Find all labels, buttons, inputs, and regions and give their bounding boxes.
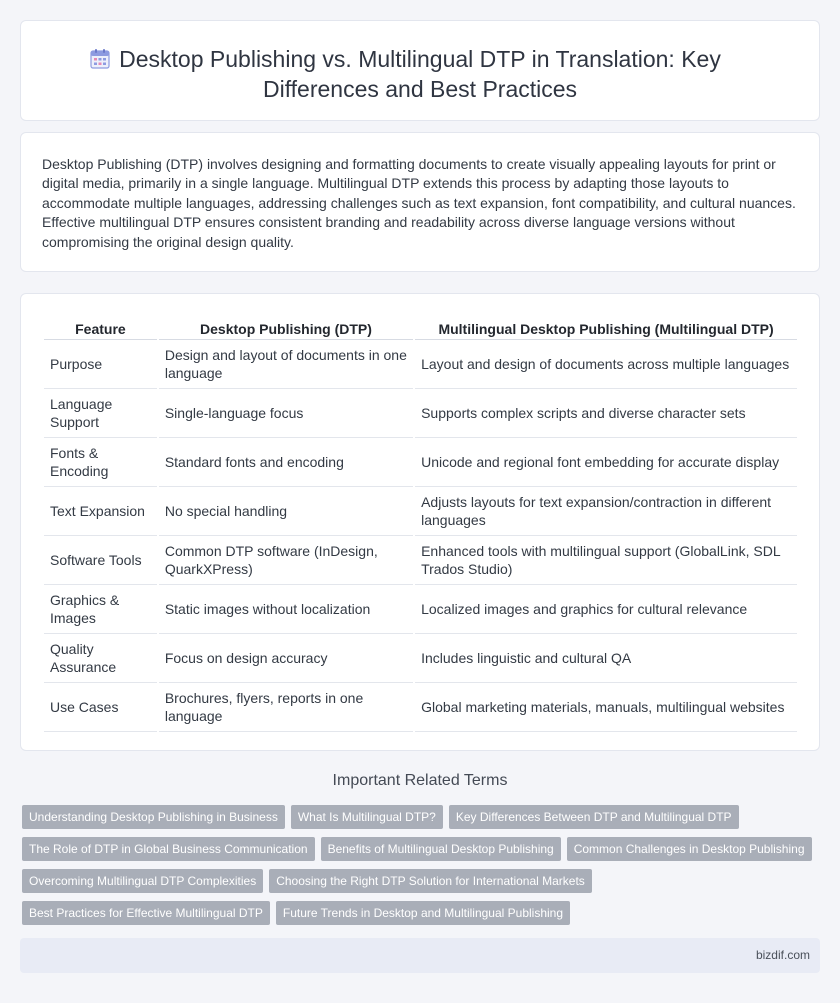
table-header-row: [44, 314, 797, 340]
table-row: [44, 585, 797, 634]
related-term-link[interactable]: What Is Multilingual DTP?: [291, 805, 443, 829]
related-term-link[interactable]: Benefits of Multilingual Desktop Publishing: [321, 837, 561, 861]
row-multilingual: Enhanced tools with multilingual support (GlobalLink, SDL Trados Studio): [415, 536, 797, 585]
table-row: [44, 438, 797, 487]
row-dtp: Common DTP software (InDesign, QuarkXPress): [159, 536, 413, 585]
row-feature: Graphics & Images: [44, 585, 157, 634]
row-feature: Text Expansion: [44, 487, 157, 536]
related-term-link[interactable]: Overcoming Multilingual DTP Complexities: [22, 869, 263, 893]
page-title-line1: Desktop Publishing vs. Multilingual DTP in Translation: Key: [119, 46, 721, 72]
related-term-link[interactable]: Understanding Desktop Publishing in Business: [22, 805, 285, 829]
row-feature: Quality Assurance: [44, 634, 157, 683]
page-title-line2: Differences and Best Practices: [262, 76, 578, 102]
row-dtp: Standard fonts and encoding: [159, 438, 413, 487]
row-dtp: No special handling: [159, 487, 413, 536]
row-dtp: Design and layout of documents in one language: [159, 340, 413, 389]
row-multilingual: Layout and design of documents across multiple languages: [415, 340, 797, 389]
row-dtp: Brochures, flyers, reports in one language: [159, 683, 413, 732]
header-card: [20, 20, 820, 121]
related-term-link[interactable]: Common Challenges in Desktop Publishing: [567, 837, 812, 861]
related-term-link[interactable]: Future Trends in Desktop and Multilingual Publishing: [276, 901, 570, 925]
row-multilingual: Global marketing materials, manuals, multilingual websites: [415, 683, 797, 732]
row-feature: Fonts & Encoding: [44, 438, 157, 487]
row-feature: Purpose: [44, 340, 157, 389]
related-terms-tags: [22, 805, 822, 933]
row-multilingual: Localized images and graphics for cultural relevance: [415, 585, 797, 634]
comparison-table: [42, 314, 799, 732]
related-term-link[interactable]: The Role of DTP in Global Business Communication: [22, 837, 315, 861]
footer: [20, 938, 820, 973]
related-terms-heading: Important Related Terms: [332, 772, 508, 789]
header-feature: Feature: [44, 314, 157, 340]
header-multilingual-dtp: Multilingual Desktop Publishing (Multilingual DTP): [415, 314, 797, 340]
table-row: [44, 634, 797, 683]
comparison-table-card: [20, 293, 820, 751]
table-row: [44, 389, 797, 438]
intro-paragraph: Desktop Publishing (DTP) involves designing and formatting documents to create visually appealing layouts for print or digital media, primarily in a single language. Multilingual DTP extends this process by adapting those layouts to accommodate multiple languages, addressing challenges such as text expansion, font compatibility, and cultural nuances. Effective multilingual DTP ensures consistent branding and readability across diverse language versions without compromising the original design quality.: [42, 156, 796, 250]
related-term-link[interactable]: Key Differences Between DTP and Multilingual DTP: [449, 805, 739, 829]
page-title: [21, 44, 819, 104]
related-term-link[interactable]: Best Practices for Effective Multilingual DTP: [22, 901, 270, 925]
table-row: [44, 683, 797, 732]
intro-card: [20, 132, 820, 272]
header-dtp: Desktop Publishing (DTP): [159, 314, 413, 340]
table-row: [44, 340, 797, 389]
table-row: [44, 536, 797, 585]
row-feature: Use Cases: [44, 683, 157, 732]
row-dtp: Single-language focus: [159, 389, 413, 438]
row-dtp: Static images without localization: [159, 585, 413, 634]
row-multilingual: Supports complex scripts and diverse character sets: [415, 389, 797, 438]
table-row: [44, 487, 797, 536]
row-feature: Language Support: [44, 389, 157, 438]
row-multilingual: Includes linguistic and cultural QA: [415, 634, 797, 683]
site-name[interactable]: bizdif.com: [755, 948, 810, 962]
row-multilingual: Unicode and regional font embedding for accurate display: [415, 438, 797, 487]
row-feature: Software Tools: [44, 536, 157, 585]
row-dtp: Focus on design accuracy: [159, 634, 413, 683]
row-multilingual: Adjusts layouts for text expansion/contraction in different languages: [415, 487, 797, 536]
related-term-link[interactable]: Choosing the Right DTP Solution for International Markets: [269, 869, 592, 893]
